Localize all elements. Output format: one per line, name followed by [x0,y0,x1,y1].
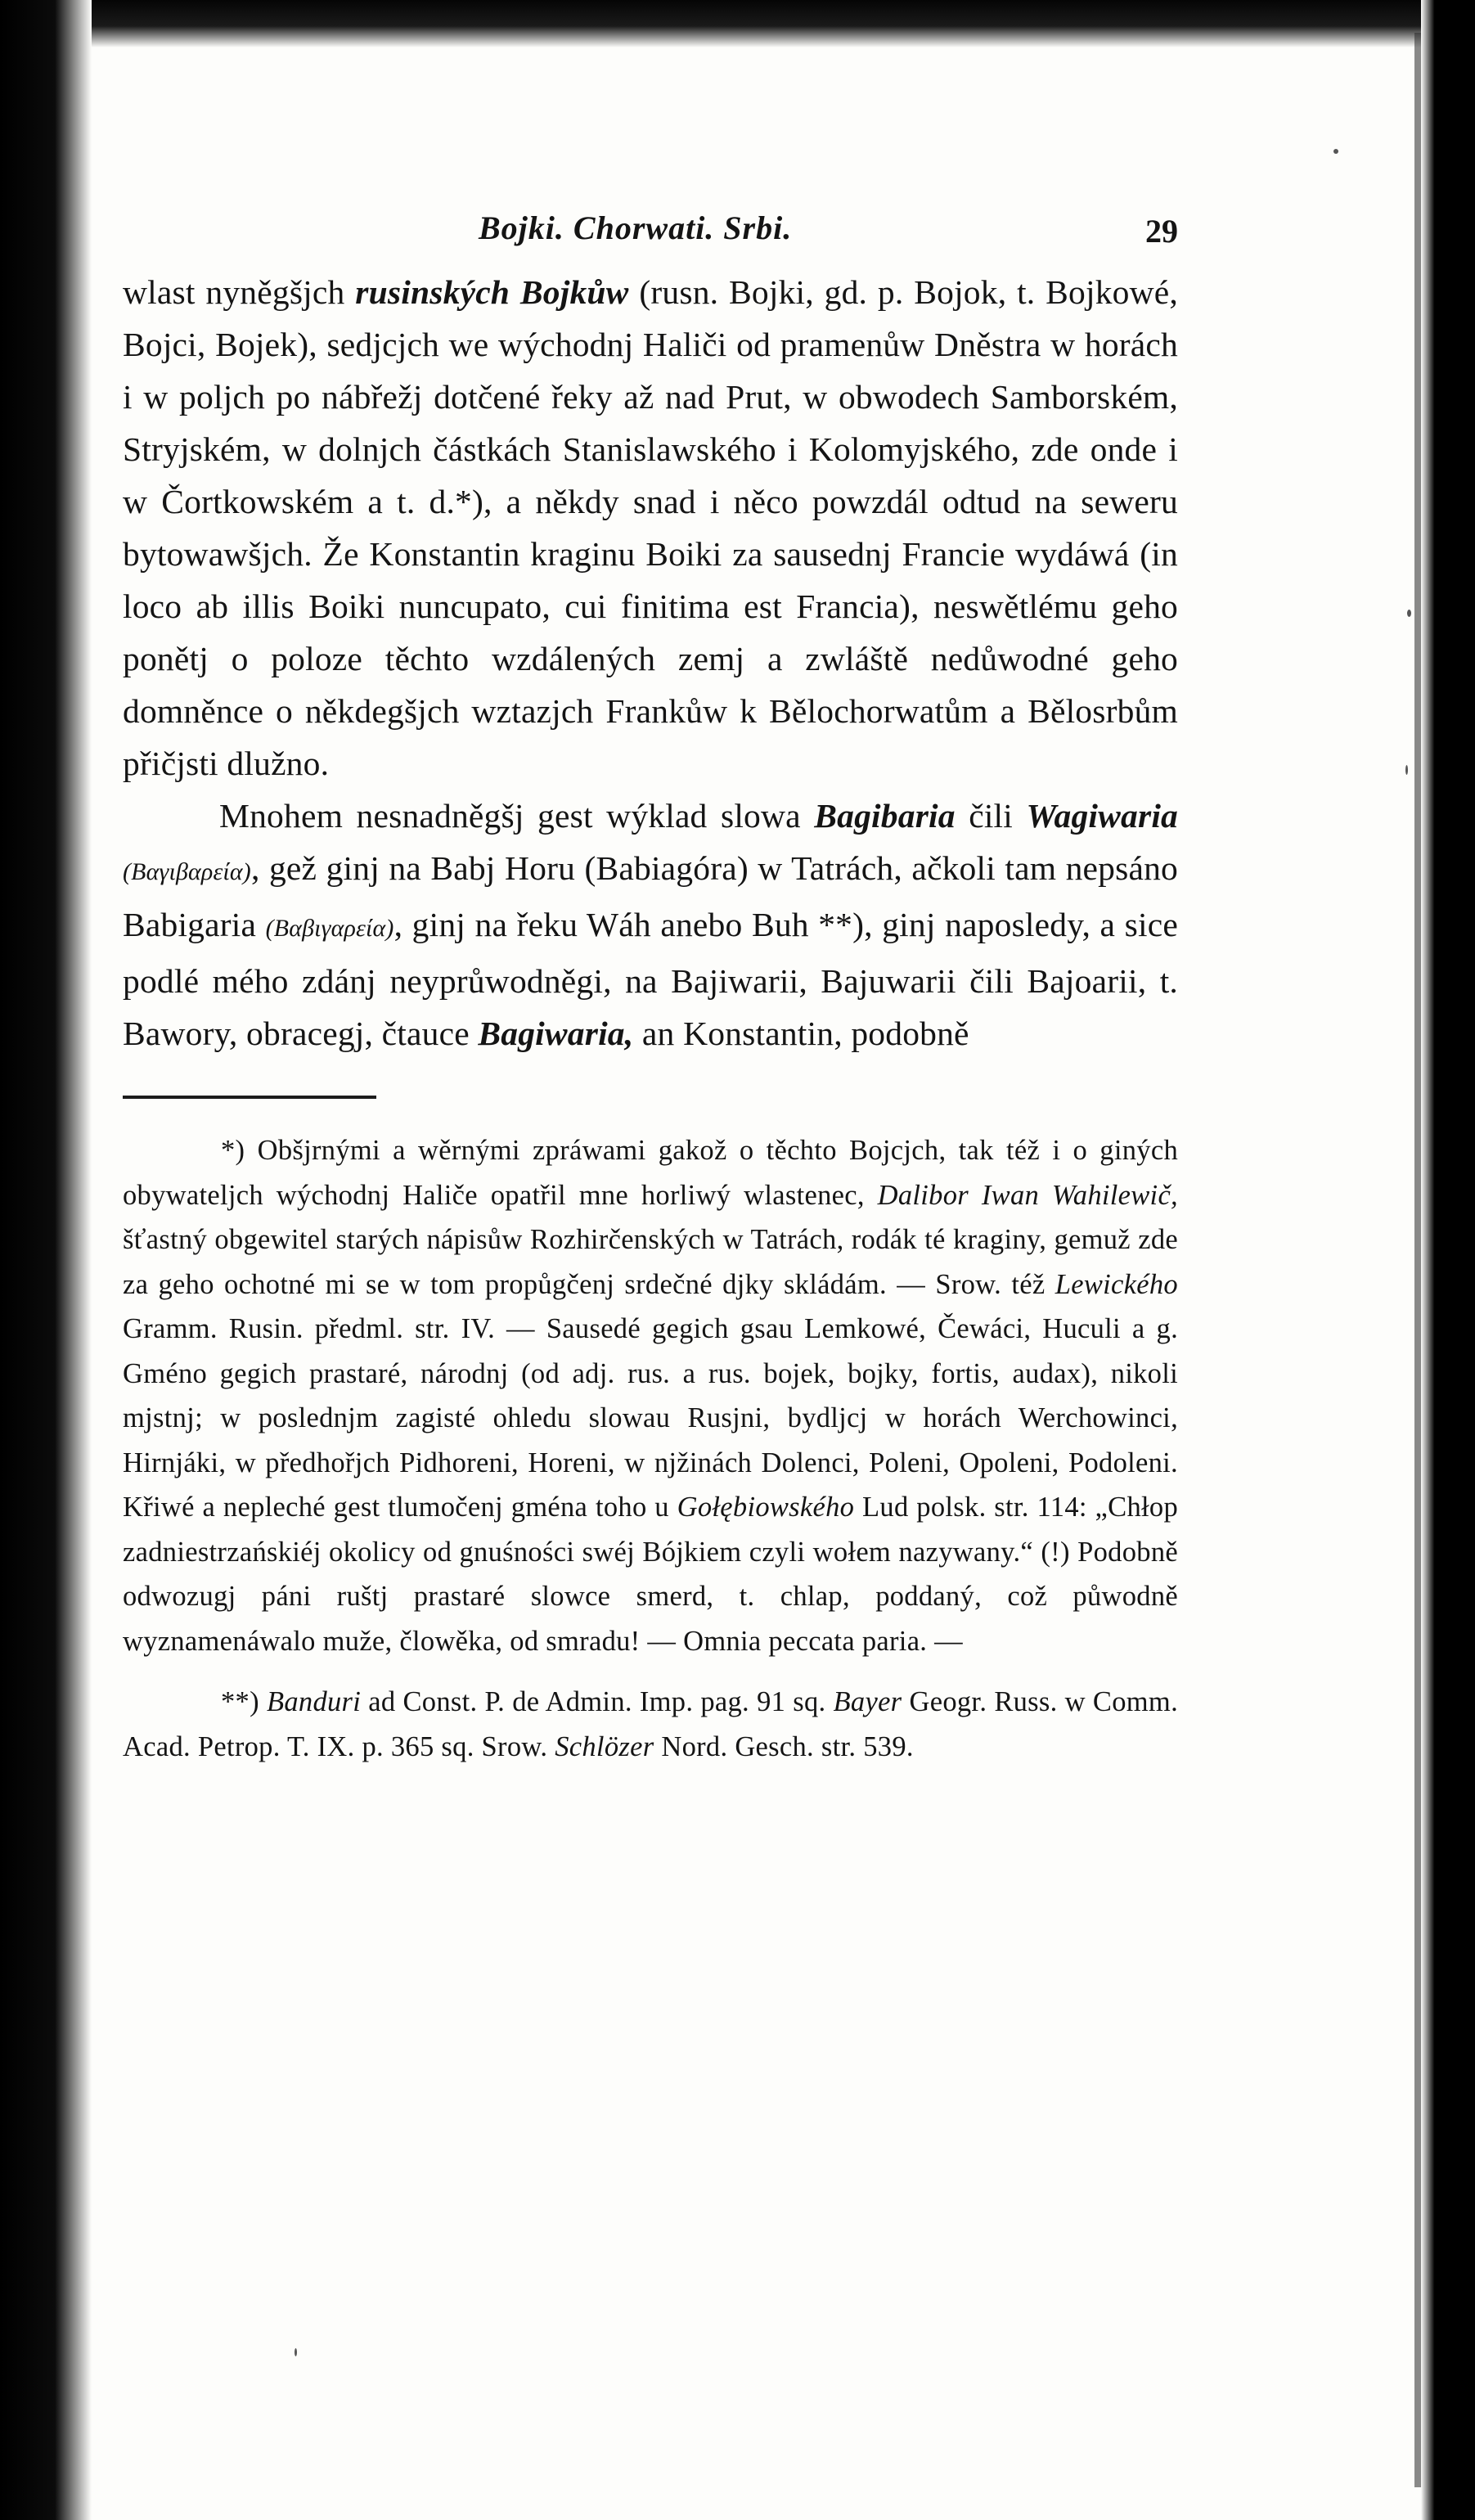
footnote-1-text-c: Gramm. Rusin. předml. str. IV. — Sausedé gegich gsau Lemkowé, Čewáci, Huculi a g. Gméno gegich prastaré, národnj (od adj. rus. a rus. bojek, bojky, fortis, audax), nikoli mjstnj; w poslednjm zagisté ohledu slowau Rusjni, bydljcj w horách Werchowinci, Hirnjáki, w předhořjch Pidhoreni, Horeni, w njžinách Dolenci, Poleni, Opoleni, Podoleni. Křiwé a nepleché gest tlumočenj gména toho u [123,1313,1178,1523]
dust-speck [1333,149,1338,154]
footnote-1-text-d: Lud polsk. str. 114: „Chłop zadniestrzańskiéj okolicy od gnuśności swéj Bójkiem czyli wołem nazywany.“ (!) Podobně odwozugj páni ruštj prastaré slowce smerd, t. chlap, poddaný, což půwodně wyznamenáwalo muže, člowěka, od smradu! — Omnia peccata paria. — [123,1492,1178,1657]
footnotes [123,1128,1178,1769]
paragraph-2-text-d: , ginj na řeku Wáh anebo Buh **), ginj naposledy, a sice podlé mého zdánj neyprůwodněgi, na Bajiwarii, Bajuwarii čili Bajoarii, t. Bawory, obracegj, čtauce [123,906,1178,1052]
footnote-1 [123,1128,1178,1663]
paragraph-1-text-a: wlast nyněgšjch [123,273,356,311]
footnote-2-text-b: Geogr. Russ. w Comm. Acad. Petrop. T. IX. p. 365 sq. Srow. [123,1686,1178,1762]
dust-speck [1405,765,1408,775]
footnote-1-text-a: *) Obšjrnými a wěrnými zpráwami gakož o těchto Bojcjch, tak též i o giných obywateljch wýchodnj Haliče opatřil mne horliwý wlastenec, [123,1135,1178,1211]
footnote-2-text-c: Nord. Gesch. str. 539. [654,1730,914,1762]
footnote-1-name-lewickeho: Lewického [1055,1268,1178,1300]
footnote-1-name-golebiowskiego: Gołębiowského [677,1492,855,1523]
dust-speck [1407,610,1411,617]
footnote-2-marker: **) [221,1686,267,1717]
footnote-2 [123,1680,1178,1769]
paragraph-2-text-c: , gež ginj na Babj Horu (Babiagóra) w Tatrách, ačkoli tam nepsáno Babigaria [123,849,1178,943]
footnote-separator [123,1096,376,1099]
paragraph-2-text-e: an Konstantin, podobně [633,1015,969,1052]
scan-gutter-line [1414,33,1421,2487]
scan-shadow-right [1421,0,1475,2520]
emphasis-bagibaria: Bagibaria [814,797,956,835]
footnote-2-name-bayer: Bayer [833,1686,902,1717]
book-page [123,209,1178,1769]
footnote-2-name-banduri: Banduri [266,1686,362,1717]
running-head [123,209,1178,266]
paragraph-2 [123,790,1178,1060]
greek-bagibareia: (Βαγιβαρεία) [123,858,251,885]
running-title: Bojki. Chorwati. Srbi. [479,209,793,246]
footnote-2-name-schlozer: Schlözer [555,1730,654,1762]
footnote-2-text-a: ad Const. P. de Admin. Imp. pag. 91 sq. [361,1686,834,1717]
emphasis-wagiwaria: Wagiwaria [1026,797,1178,835]
footnote-1-name-wahilewic: Dalibor Iwan Wahilewič, [877,1179,1178,1211]
footnote-1-text-b: šťastný obgewitel starých nápisůw Rozhirčenských w Tatrách, rodák té kraginy, gemuž zde za geho ochotné mi se w tom propůgčenj srdečné djky skládám. — Srow. též [123,1224,1178,1300]
paragraph-2-text-b: čili [955,797,1027,835]
greek-babigareia: (Βαβιγαρεία) [265,915,394,942]
scan-shadow-top [0,0,1475,47]
scan-shadow-left [0,0,92,2520]
paragraph-1 [123,266,1178,790]
emphasis-bagiwaria: Bagiwaria, [478,1015,634,1052]
dust-speck [295,2348,297,2356]
emphasis-rusinskych-bojkuw: rusinských Bojkůw [355,273,629,311]
paragraph-2-text-a: Mnohem nesnadněgšj gest wýklad slowa [219,797,815,835]
paragraph-1-text-b: (rusn. Bojki, gd. p. Bojok, t. Bojkowé, Bojci, Bojek), sedjcjch we wýchodnj Haliči od pramenůw Dněstra w horách i w poljch po nábřežj dotčené řeky až nad Prut, w obwodech Samborském, Stryjském, w dolnjch částkách Stanislawského i Kolomyjského, zde onde i w Čortkowském a t. d.*), a někdy snad i něco powzdál odtud na seweru bytowawšjch. Že Konstantin kraginu Boiki za sausednj Francie wydáwá (in loco ab illis Boiki nuncupato, cui finitima est Francia), neswětlému geho ponětj o poloze těchto wzdálených zemj a zwláště nedůwodné geho domněnce o někdegšjch wztazjch Frankůw k Bělochorwatům a Bělosrbům přičjsti dlužno. [123,273,1178,782]
page-number: 29 [1145,213,1178,250]
main-text [123,266,1178,1060]
